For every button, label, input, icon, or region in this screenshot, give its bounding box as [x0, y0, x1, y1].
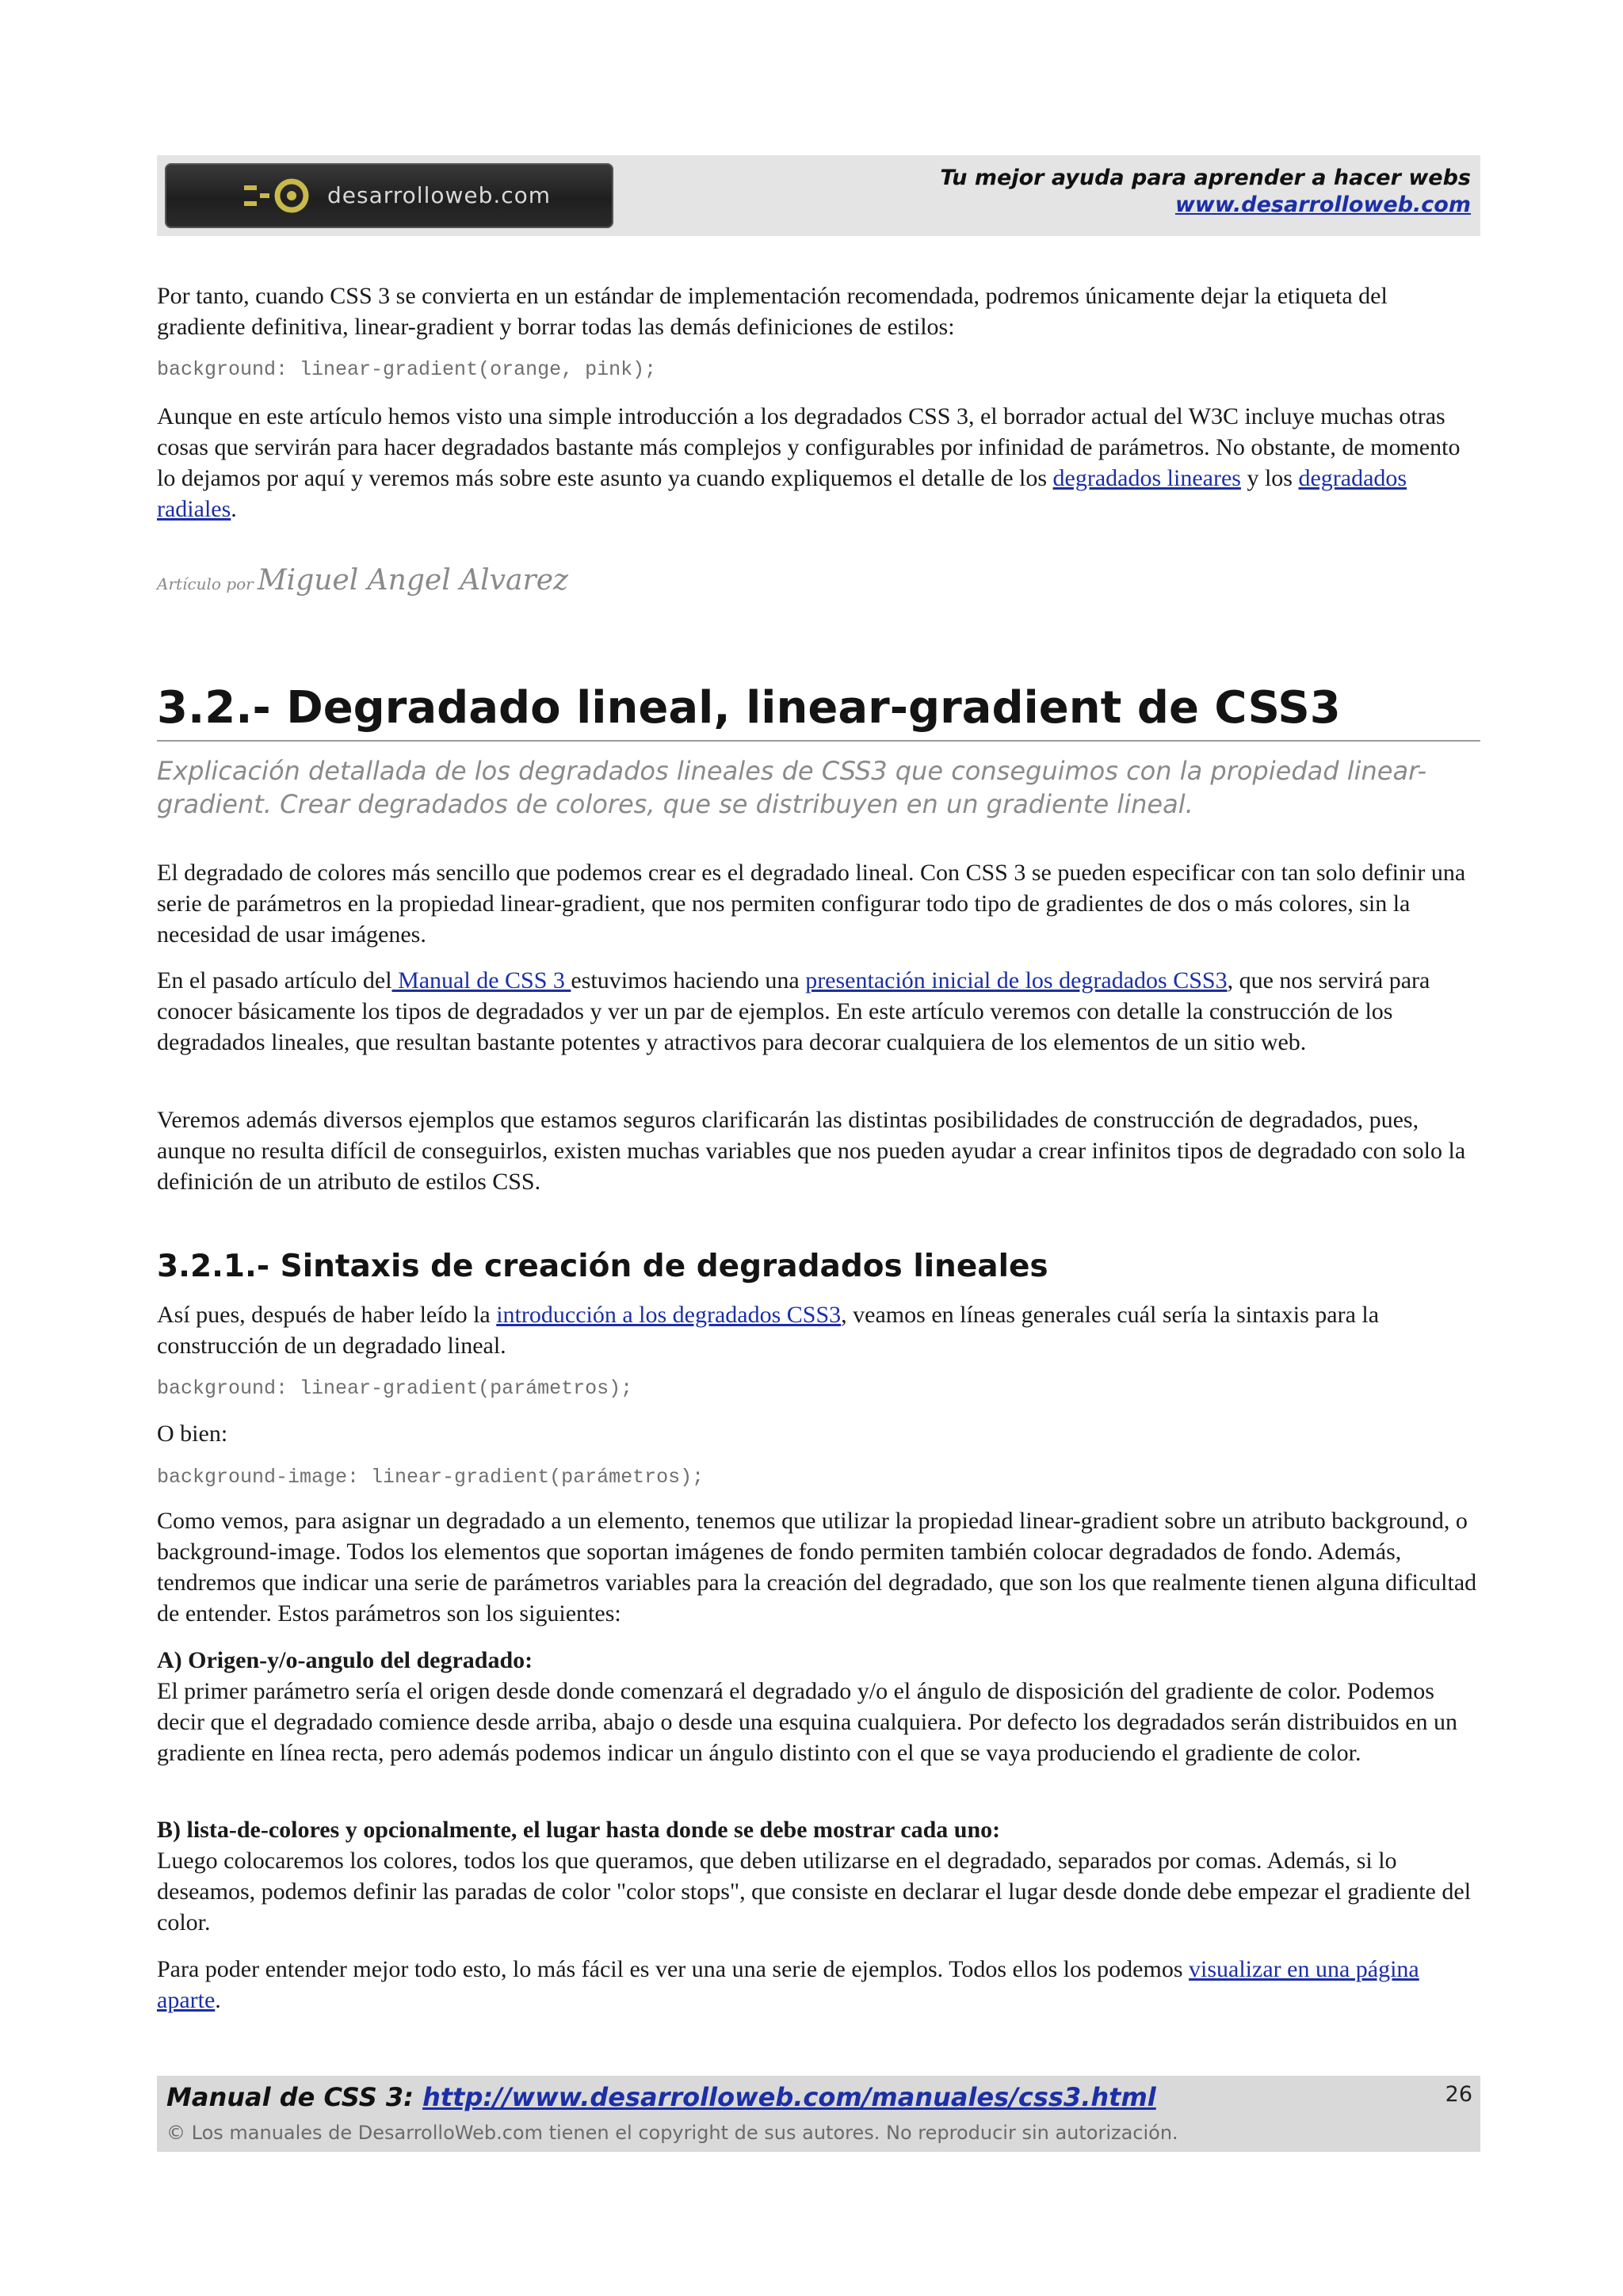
subsection-paragraph-3: Para poder entender mejor todo esto, lo más fácil es ver una una serie de ejemplos. Todos ellos los podemos visualizar en una página aparte. — [157, 1956, 1419, 2013]
logo-wordmark: desarrolloweb.com — [327, 182, 552, 208]
section-paragraph-2: En el pasado artículo del Manual de CSS 3 estuvimos haciendo una presentación inicial de los degradados CSS3, que nos servirá para conocer básicamente los tipos de degradados y ver un par de ejemplos. En este artículo veremos con detalle la construcción de los degradados lineales, que resultan bastante potentes y atractivos para decorar cualquiera de los elementos de un sitio web. — [157, 967, 1430, 1055]
page-header — [157, 155, 1480, 236]
header-site-link[interactable]: www.desarrolloweb.com — [1174, 193, 1471, 217]
subsection-code-2: background-image: linear-gradient(parámetros); — [157, 1466, 705, 1489]
section-subtitle: Explicación detallada de los degradados lineales de CSS3 que conseguimos con la propiedad linear-gradient. Crear degradados de colores, que se distribuyen en un gradiente lineal. — [157, 756, 1427, 819]
page-footer — [157, 2076, 1480, 2152]
footer-manual-link[interactable]: http://www.desarrolloweb.com/manuales/css3.html — [422, 2082, 1156, 2112]
link-presentacion-degradados[interactable]: presentación inicial de los degradados CSS3 — [805, 967, 1228, 994]
section-paragraph-3: Veremos además diversos ejemplos que estamos seguros clarificarán las distintas posibilidades de construcción de degradados, pues, aunque no resulta difícil de conseguirlos, existen muchas variables que nos pueden ayudar a crear infinitos tipos de degradado con solo la definición de un atributo de estilos CSS. — [157, 1107, 1466, 1195]
link-degradados-radiales[interactable]: degradados radiales — [157, 465, 1407, 522]
subsection-code-1: background: linear-gradient(parámetros); — [157, 1377, 633, 1400]
page-number: 26 — [1445, 2082, 1472, 2107]
article-byline — [157, 564, 1480, 597]
site-logo[interactable] — [165, 163, 613, 228]
subsection-paragraph-2: Como vemos, para asignar un degradado a un elemento, tenemos que utilizar la propiedad linear-gradient sobre un atributo background, o background-image. Todos los elementos que soportan imágenes de fondo permiten también colocar degradados de fondo. Además, tendremos que indicar una serie de parámetros variables para la creación del degradado, que son los que realmente tienen alguna dificultad de entender. Estos parámetros son los siguientes: — [157, 1508, 1477, 1627]
header-tagline: Tu mejor ayuda para aprender a hacer webs — [940, 166, 1471, 190]
param-b-title: B) lista-de-colores y opcionalmente, el lugar hasta donde se debe mostrar cada uno: — [157, 1817, 1001, 1843]
intro-code-1: background: linear-gradient(orange, pink); — [157, 358, 657, 381]
logo-mark-icon — [242, 177, 330, 214]
section-title: 3.2.- Degradado lineal, linear-gradient de CSS3 — [157, 683, 1480, 742]
intro-paragraph-1: Por tanto, cuando CSS 3 se convierta en un estándar de implementación recomendada, podremos únicamente dejar la etiqueta del gradiente definitiva, linear-gradient y borrar todas las demás definiciones de estilos: — [157, 283, 1388, 340]
section-paragraph-1: El degradado de colores más sencillo que podemos crear es el degradado lineal. Con CSS 3 se pueden especificar con tan solo definir una serie de parámetros en la propiedad linear-gradient, que nos permiten configurar todo tipo de gradientes de dos o más colores, sin la necesidad de usar imágenes. — [157, 860, 1466, 948]
byline-author: Miguel Angel Alvarez — [257, 564, 568, 597]
footer-manual-line: Manual de CSS 3: http://www.desarrolloweb.com/manuales/css3.html — [166, 2082, 1156, 2112]
byline-prefix: Artículo por — [157, 574, 254, 593]
footer-copyright: © Los manuales de DesarrolloWeb.com tienen el copyright de sus autores. No reproducir sin autorización. — [166, 2122, 1178, 2144]
param-a-title: A) Origen-y/o-angulo del degradado: — [157, 1647, 533, 1673]
subsection-title: 3.2.1.- Sintaxis de creación de degradados lineales — [157, 1249, 1048, 1284]
param-a-block — [157, 1645, 1480, 1768]
param-b-text: Luego colocaremos los colores, todos los que queramos, que deben utilizarse en el degradado, separados por comas. Además, si lo deseamos, podemos definir las paradas de color "color stops", que consiste en declarar el lugar desde donde debe empezar el gradiente del color. — [157, 1848, 1472, 1936]
link-manual-css3[interactable]: Manual de CSS 3 — [391, 967, 571, 994]
param-b-block — [157, 1814, 1480, 1938]
subsection-paragraph-1: Así pues, después de haber leído la introducción a los degradados CSS3, veamos en líneas generales cuál sería la sintaxis para la construcción de un degradado lineal. — [157, 1302, 1380, 1359]
subsection-or-text: O bien: — [157, 1421, 228, 1447]
link-degradados-lineares[interactable]: degradados lineares — [1052, 465, 1241, 491]
param-a-text: El primer parámetro sería el origen desde donde comenzará el degradado y/o el ángulo de disposición del gradiente de color. Podemos decir que el degradado comience desde arriba, abajo o desde una esquina cualquiera. Por defecto los degradados serán distribuidos en un gradiente en línea recta, pero además podemos indicar un ángulo distinto con el que se vaya produciendo el gradiente de color. — [157, 1678, 1458, 1766]
link-visualizar-pagina[interactable]: visualizar en una página aparte — [157, 1956, 1419, 2013]
link-introduccion-degradados[interactable]: introducción a los degradados CSS3 — [496, 1302, 842, 1328]
intro-paragraph-2: Aunque en este artículo hemos visto una simple introducción a los degradados CSS 3, el borrador actual del W3C incluye muchas otras cosas que servirán para hacer degradados bastante más complejos y configurables por infinidad de parámetros. No obstante, de momento lo dejamos por aquí y veremos más sobre este asunto ya cuando expliquemos el detalle de los degradados lineares y los degradados radiales. — [157, 403, 1461, 522]
